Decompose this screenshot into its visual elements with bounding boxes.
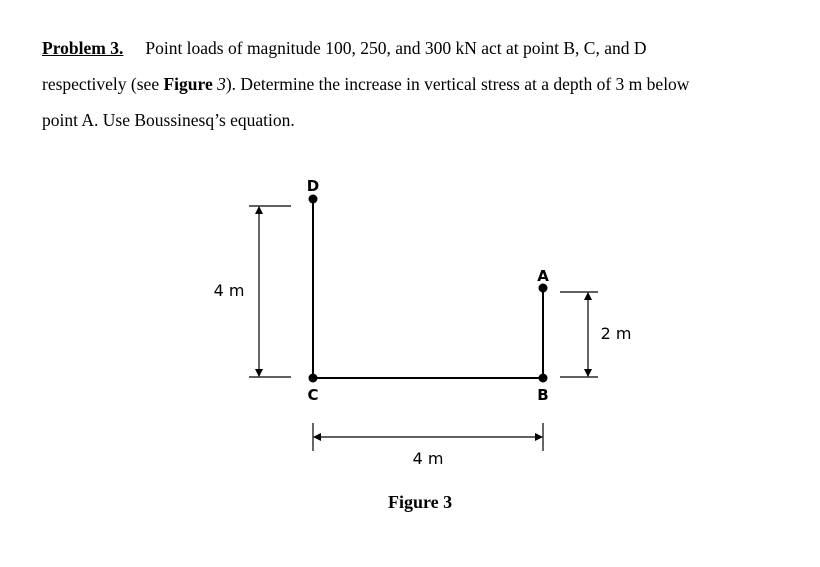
point-c-label: C: [307, 386, 319, 404]
point-d-label: D: [306, 177, 320, 195]
problem-label: Problem 3.: [42, 38, 124, 58]
point-b-label: B: [537, 386, 549, 404]
dimension-ab-height: [560, 292, 598, 377]
problem-text-line-2-start: respectively (see: [42, 74, 164, 94]
dimension-cd-height: [249, 206, 291, 377]
figure-reference-number: 3: [217, 74, 226, 94]
problem-text-line-3: point A. Use Boussinesq’s equation.: [42, 110, 295, 130]
point-c-marker: [309, 374, 318, 383]
point-d-marker: [309, 195, 318, 204]
dimension-cb-width-label: 4 m: [412, 449, 444, 468]
dimension-ab-height-label: 2 m: [600, 324, 632, 343]
point-a-label: A: [537, 267, 549, 285]
dimension-cd-height-label: 4 m: [213, 281, 245, 300]
figure-caption: Figure 3: [388, 492, 453, 512]
dimension-cb-width: [313, 423, 543, 451]
problem-text-line-2-end: ). Determine the increase in vertical stress at a depth of 3 m below: [225, 74, 690, 94]
problem-text-line-1: Point loads of magnitude 100, 250, and 300 kN act at point B, C, and D: [145, 38, 647, 58]
figure-reference-word: Figure: [163, 74, 213, 94]
point-b-marker: [539, 374, 548, 383]
